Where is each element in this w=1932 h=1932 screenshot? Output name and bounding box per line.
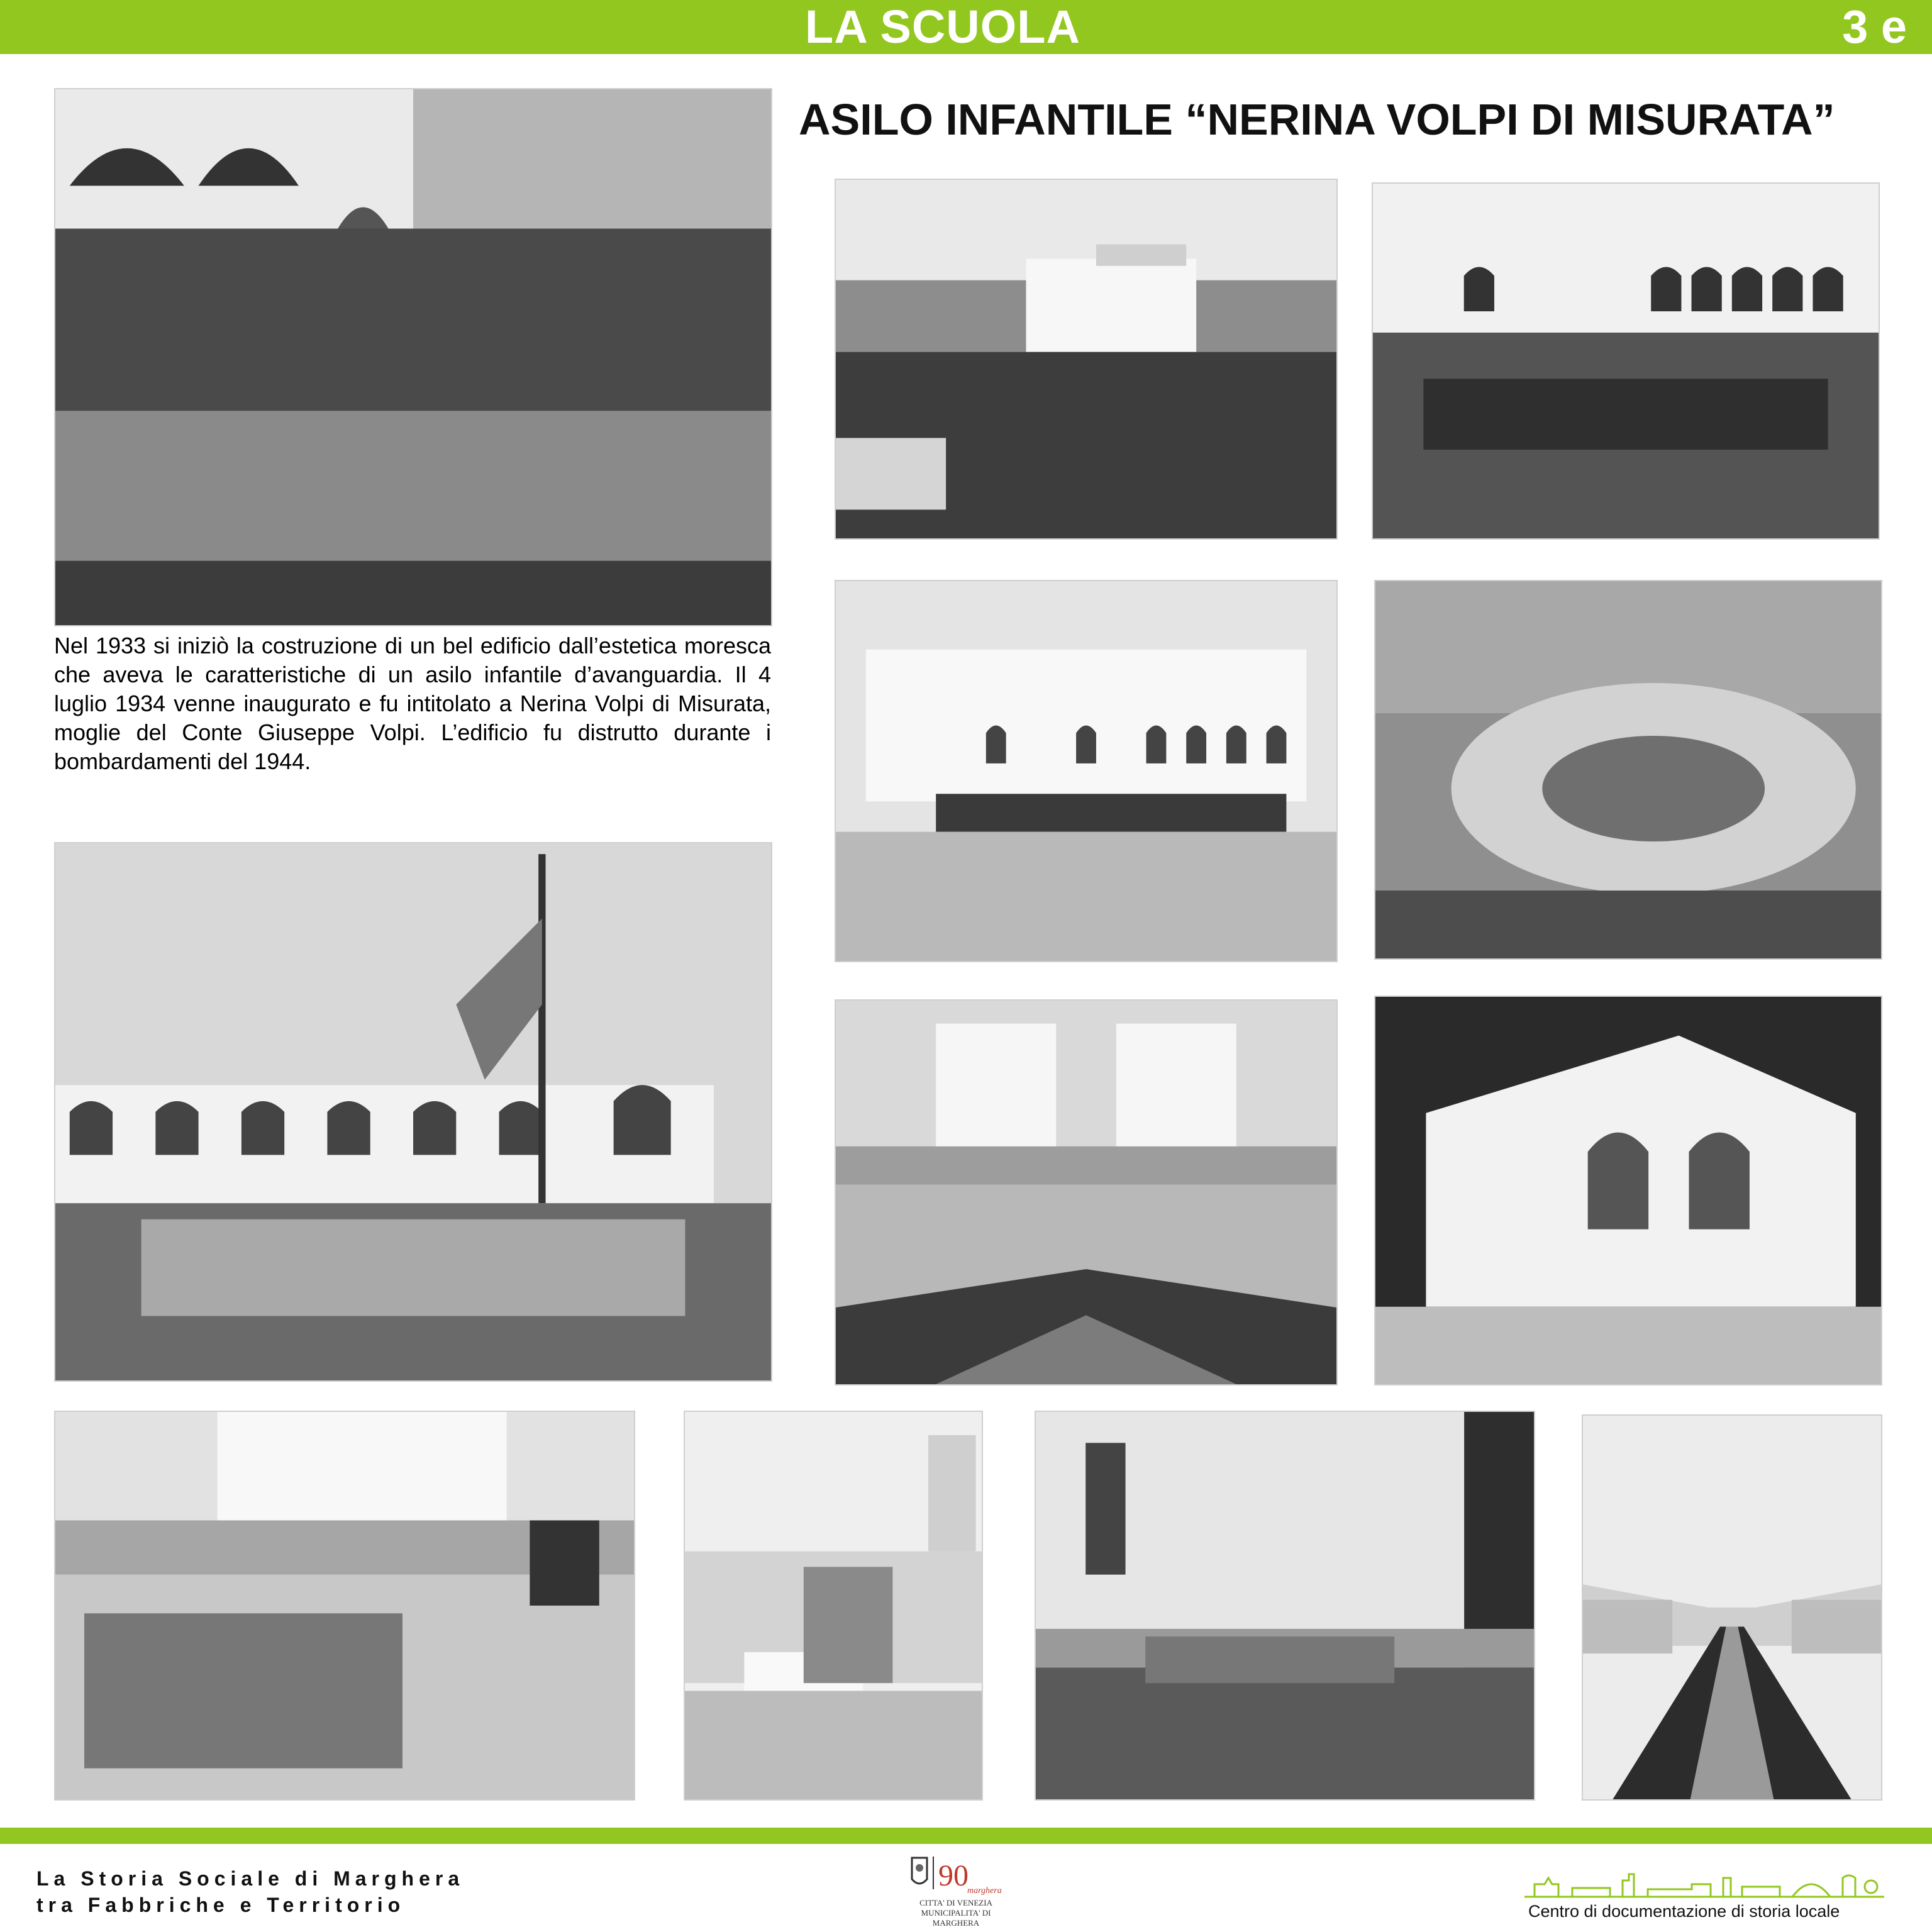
series-title [36,1865,464,1918]
photo-children-circle [1374,580,1882,960]
photo-flag-ceremony [54,842,772,1382]
header-bar [0,0,1932,54]
page-title: LA SCUOLA [805,1,1080,53]
photo-classroom [54,1411,635,1801]
municipality-logo [899,1853,1013,1928]
photo-garden-children [1372,182,1880,540]
series-title-line-2: tra Fabbriche e Territorio [36,1894,406,1916]
photo-corridor [1582,1414,1882,1801]
photo-building-exterior [835,580,1338,962]
intro-paragraph: Nel 1933 si iniziò la costruzione di un bel edificio dall’estetica moresca che aveva le caratteristiche di un asilo infantile d’avanguardia. Il 4 luglio 1934 venne inaugurato e fu intitolato a Nerina Volpi di Misurata, moglie del Conte Giuseppe Volpi. L’edificio fu distrutto durante i bombardamenti del 1944. [54,633,771,774]
centro-caption: Centro di documentazione di storia locale [1528,1902,1840,1921]
photo-kitchen [1035,1411,1535,1801]
page-subtitle: ASILO INFANTILE “NERINA VOLPI DI MISURATA” [799,95,1835,144]
photo-washroom [684,1411,983,1801]
centro-logo [1522,1855,1887,1924]
logo-number: 90 [938,1859,969,1892]
section-code: 3 e [1842,1,1907,53]
photo-dining-hall [835,999,1338,1385]
photo-children-crowd [54,88,772,626]
logo-caption [899,1898,1013,1928]
logo-word: marghera [967,1886,1002,1896]
photo-entrance-night [1374,996,1882,1385]
logo-caption-line-2: MUNICIPALITA' DI MARGHERA [921,1908,991,1928]
photo-aerial-view [835,179,1338,540]
logo-caption-line-1: CITTA' DI VENEZIA [919,1898,992,1907]
series-title-line-1: La Storia Sociale di Marghera [36,1867,465,1890]
skyline-icon [1522,1855,1887,1901]
footer-bar [0,1828,1932,1844]
city-crest-icon [899,1853,1013,1898]
